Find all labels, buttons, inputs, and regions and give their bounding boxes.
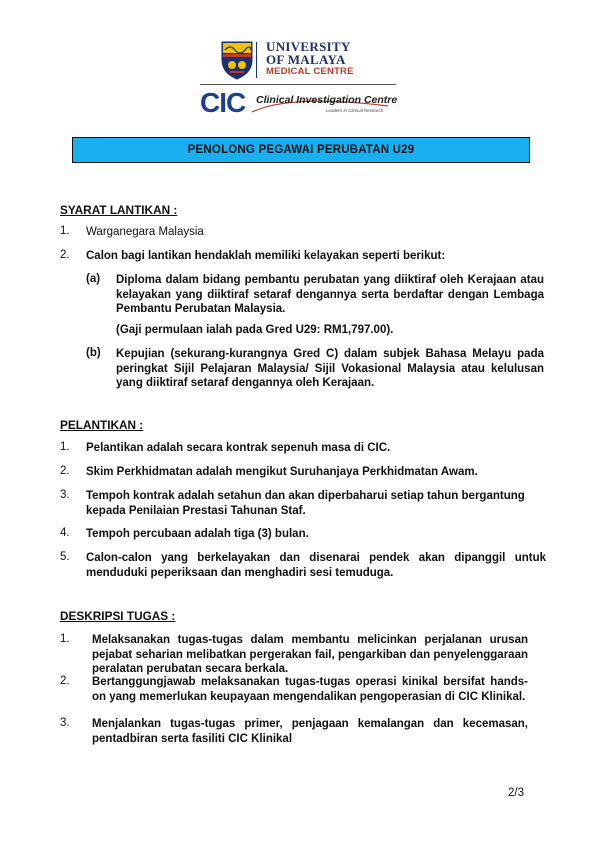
pelantikan-item-number: 1. <box>60 441 70 453</box>
sub-item-label-a: (a) <box>86 273 101 285</box>
syarat-heading: SYARAT LANTIKAN : <box>60 203 178 217</box>
header-rule <box>200 84 396 85</box>
pelantikan-item-text: Tempoh kontrak adalah setahun dan akan diperbaharui setiap tahun bergantung kepada Penilaian Prestasi Tahunan Staf. <box>86 490 525 517</box>
cic-logo <box>200 88 400 120</box>
syarat-item-text: Warganegara Malaysia <box>86 226 204 238</box>
syarat-item-number: 1. <box>60 225 70 237</box>
job-title: PENOLONG PEGAWAI PERUBATAN U29 <box>187 144 415 156</box>
pelantikan-item-text: Tempoh percubaan adalah tiga (3) bulan. <box>86 528 309 540</box>
um-medical-centre-logo <box>220 40 390 82</box>
deskripsi-item-text: Menjalankan tugas-tugas primer, penjagaan kemalangan dan kecemasan, pentadbiran serta fasiliti CIC Klinikal <box>92 718 528 745</box>
um-wordmark-line3: MEDICAL CENTRE <box>266 66 354 77</box>
sub-item-text-b: Kepujian (sekurang-kurangnya Gred C) dalam subjek Bahasa Melayu pada peringkat Sijil Pelajaran Malaysia/ Sijil Vokasional Malaysia atau kelulusan yang diiktiraf setaraf dengannya oleh Kerajaan. <box>116 348 544 390</box>
pelantikan-item-text: Pelantikan adalah secara kontrak sepenuh masa di CIC. <box>86 442 391 454</box>
cic-logo-name: Clinical Investigation Centre <box>256 94 398 106</box>
salary-note: (Gaji permulaan ialah pada Gred U29: RM1,797.00). <box>116 324 394 336</box>
university-crest-icon <box>220 40 254 80</box>
logo-divider <box>256 42 257 78</box>
cic-logo-mark: CIC <box>200 87 246 118</box>
syarat-item-number: 2. <box>60 249 70 261</box>
deskripsi-heading: DESKRIPSI TUGAS : <box>60 609 176 623</box>
deskripsi-item-number: 3. <box>60 717 70 729</box>
cic-logo-tagline: Leaders in Clinical Research <box>326 108 384 113</box>
deskripsi-item-text: Bertanggungjawab melaksanakan tugas-tugas operasi kinikal bersifat hands-on yang memerlukan keupayaan mengendalikan pengoperasian di CIC Klinikal. <box>92 676 528 703</box>
deskripsi-item-number: 2. <box>60 675 70 687</box>
um-wordmark <box>266 40 396 78</box>
pelantikan-heading: PELANTIKAN : <box>60 418 144 432</box>
pelantikan-item-number: 5. <box>60 551 70 563</box>
job-title-banner <box>72 137 530 163</box>
um-wordmark-line2: OF MALAYA <box>266 52 346 67</box>
pelantikan-item-number: 3. <box>60 489 70 501</box>
deskripsi-item-text: Melaksanakan tugas-tugas dalam membantu melicinkan perjalanan urusan pejabat seharian melibatkan pergerakan fail, pengarkiban dan penyelenggaraan peralatan perubatan secara berkala. <box>92 634 528 676</box>
pelantikan-item-text: Calon-calon yang berkelayakan dan disenarai pendek akan dipanggil untuk menduduki peperiksaan dan menghadiri sesi temuduga. <box>86 552 546 579</box>
syarat-item-text: Calon bagi lantikan hendaklah memiliki kelayakan seperti berikut: <box>86 250 446 262</box>
um-wordmark-line1: UNIVERSITY <box>266 39 351 54</box>
pelantikan-item-text: Skim Perkhidmatan adalah mengikut Suruhanjaya Perkhidmatan Awam. <box>86 466 478 478</box>
sub-item-label-b: (b) <box>86 347 101 359</box>
page-number: 2/3 <box>508 787 524 799</box>
pelantikan-item-number: 4. <box>60 527 70 539</box>
deskripsi-item-number: 1. <box>60 633 70 645</box>
sub-item-text-a: Diploma dalam bidang pembantu perubatan yang diiktiraf oleh Kerajaan atau kelayakan yang diiktiraf setaraf dengannya serta berdaftar dengan Lembaga Pembantu Perubatan Malaysia. <box>116 274 544 316</box>
pelantikan-item-number: 2. <box>60 465 70 477</box>
